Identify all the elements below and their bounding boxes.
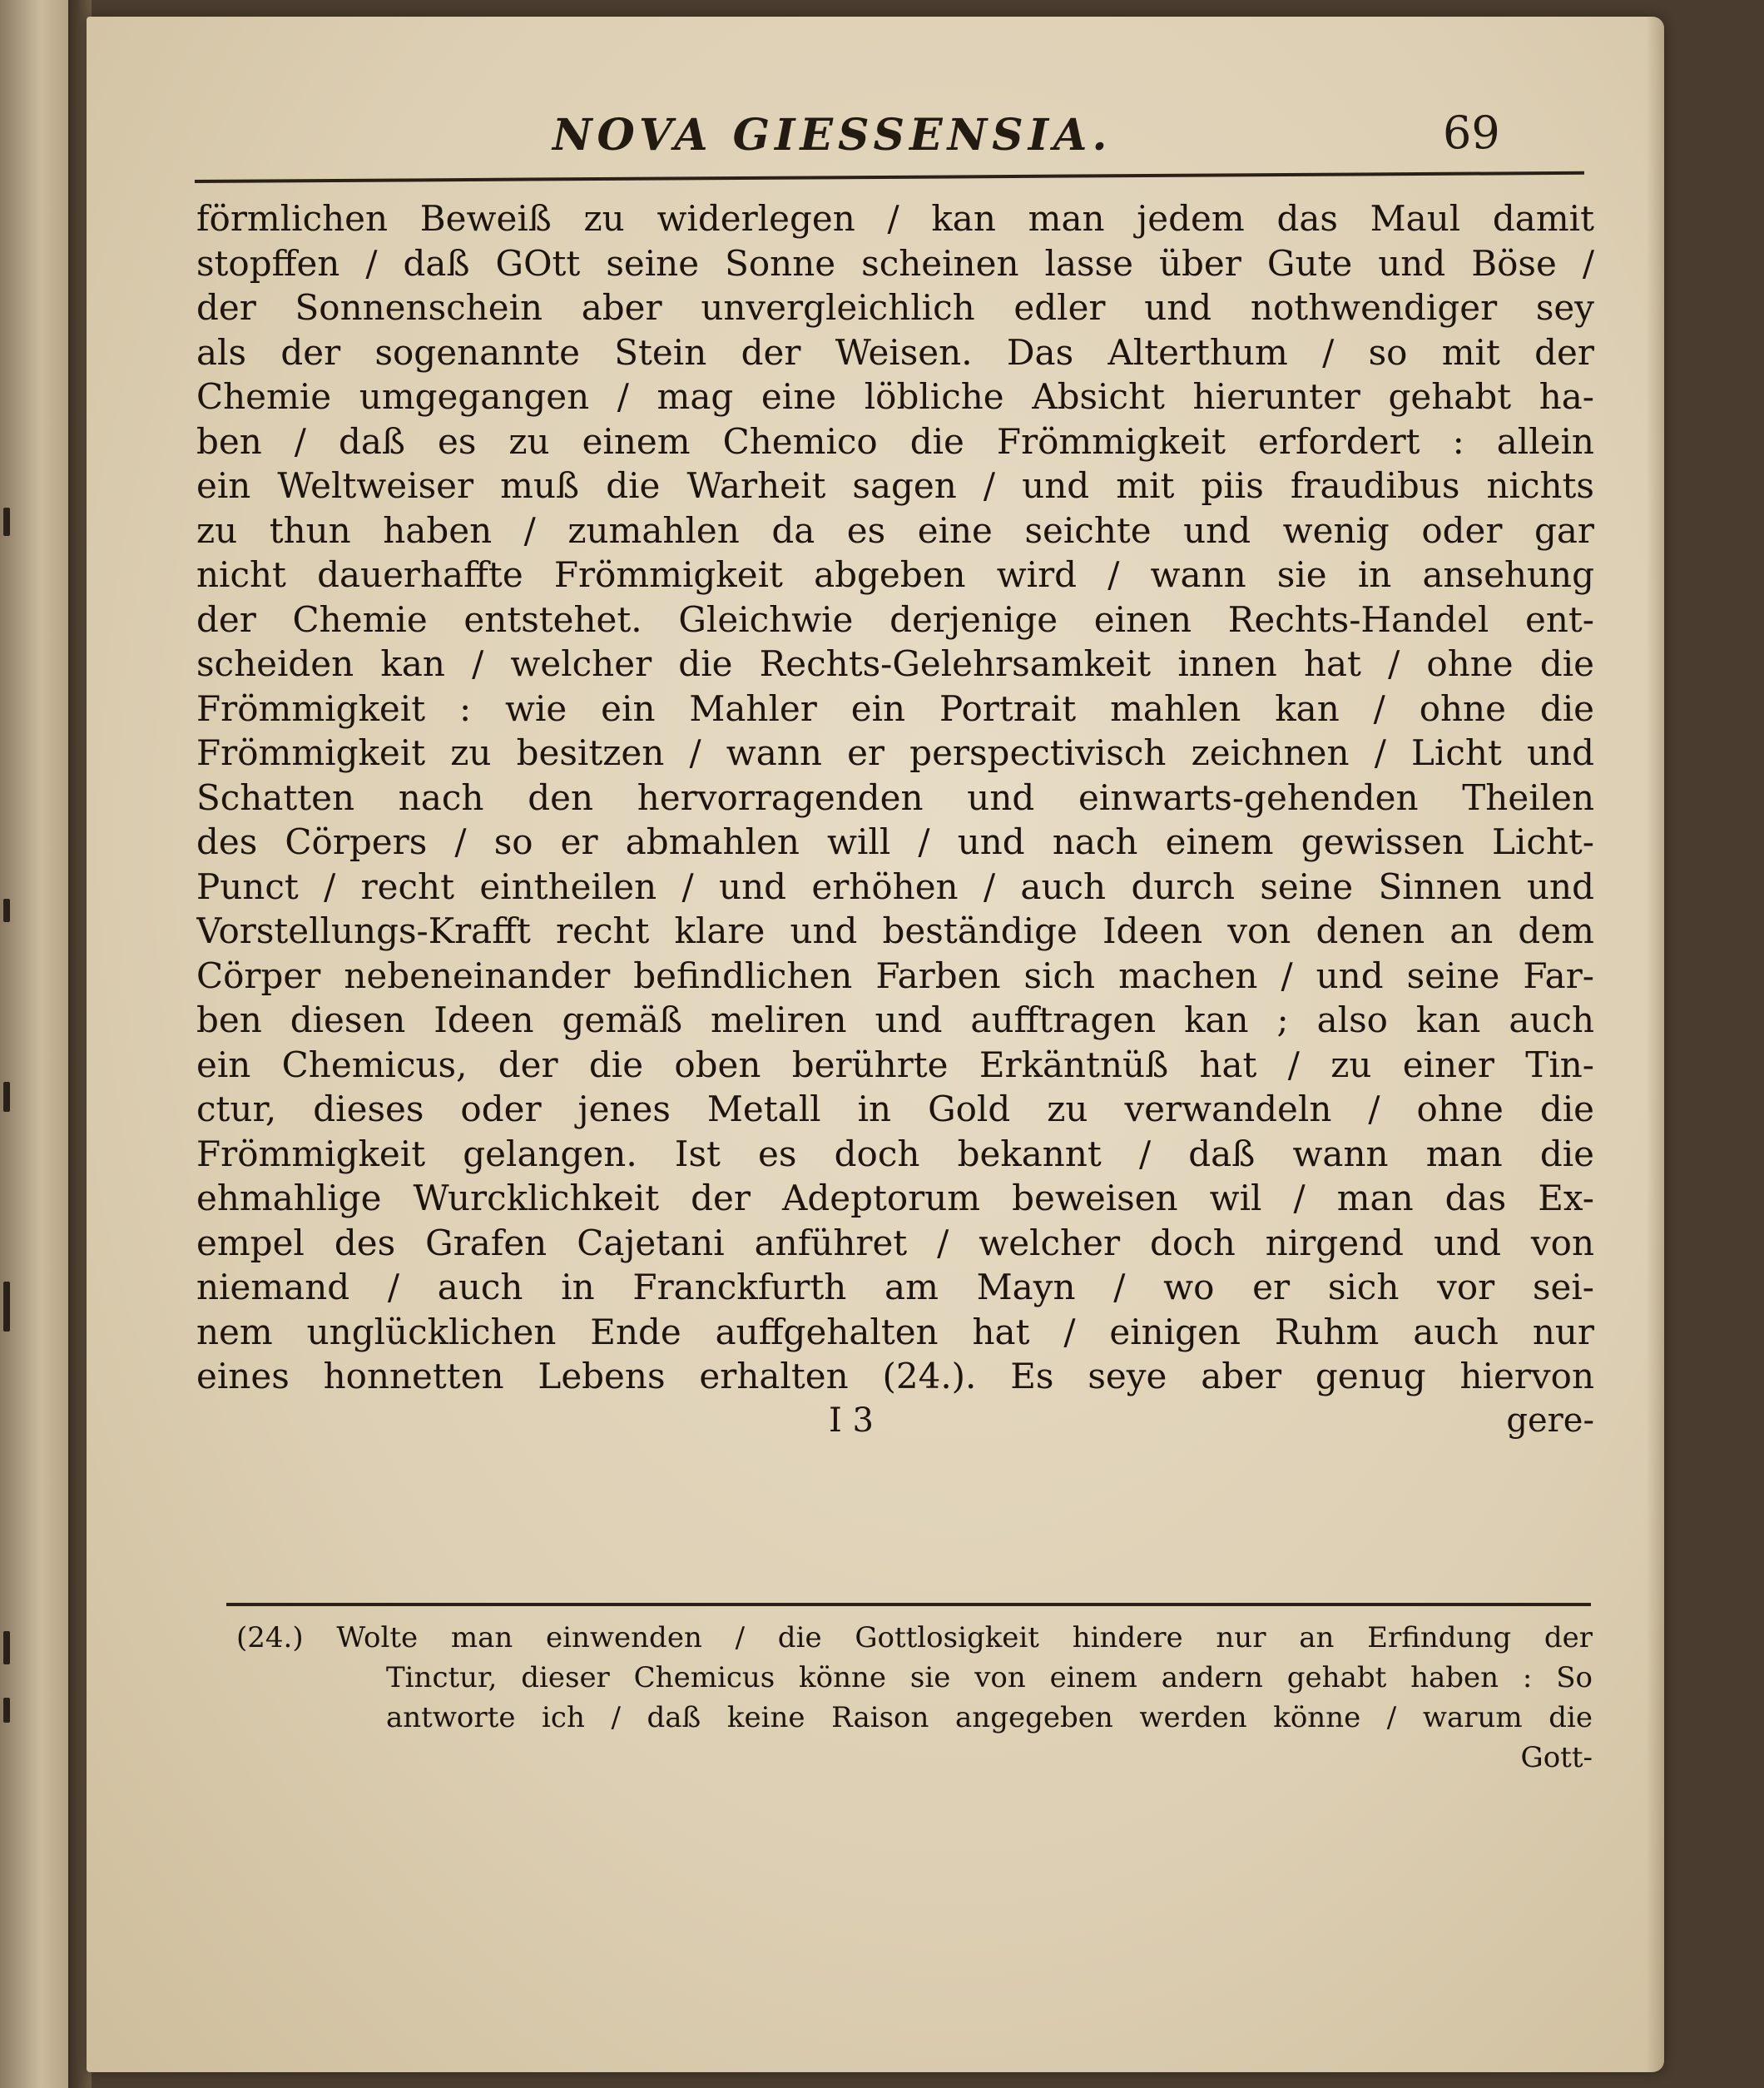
- text-line: scheiden kan / welcher die Rechts-Gelehrsamkeit innen hat / ohne die: [196, 643, 1594, 684]
- text-line: zu thun haben / zumahlen da es eine seichte und wenig oder gar: [196, 509, 1594, 551]
- text-line: ben diesen Ideen gemäß meliren und aufftragen kan ; also kan auch: [196, 999, 1594, 1040]
- text-line: der Chemie entstehet. Gleichwie derjenige einen Rechts-Handel ent-: [196, 598, 1594, 640]
- text-line: Frömmigkeit : wie ein Mahler ein Portrait mahlen kan / ohne die: [196, 687, 1594, 729]
- text-line: eines honnetten Lebens erhalten (24.). Es seye aber genug hiervon: [196, 1356, 1594, 1396]
- signature-mark: I 3: [829, 1401, 874, 1440]
- text-line: nicht dauerhaffte Frömmigkeit abgeben wird / wann sie in ansehung: [196, 554, 1594, 595]
- text-line: niemand / auch in Franckfurth am Mayn / wo er sich vor sei-: [196, 1267, 1594, 1307]
- body-text: [196, 196, 1594, 1442]
- text-line: Chemie umgegangen / mag eine löbliche Absicht hierunter gehabt ha-: [196, 376, 1594, 417]
- facing-page-ink-mark: [3, 508, 10, 536]
- page-edge-shadow: [1646, 17, 1664, 2072]
- facing-page-edge: [0, 0, 68, 2088]
- footnote-catchword: Gott-: [1520, 1741, 1593, 1774]
- text-line: stopffen / daß GOtt seine Sonne scheinen lasse über Gute und Böse /: [196, 242, 1594, 284]
- text-line: ctur, dieses oder jenes Metall in Gold zu verwandeln / ohne die: [196, 1089, 1594, 1129]
- text-line: ein Chemicus, der die oben berührte Erkäntnüß hat / zu einer Tin-: [196, 1044, 1594, 1085]
- facing-page-ink-mark: [3, 1698, 10, 1723]
- running-head: NOVA GIESSENSIA.: [552, 110, 1112, 161]
- text-line: förmlichen Beweiß zu widerlegen / kan man jedem das Maul damit: [196, 198, 1594, 239]
- text-line: Cörper nebeneinander befindlichen Farben sich machen / und seine Far-: [196, 955, 1594, 996]
- text-line: als der sogenannte Stein der Weisen. Das Alterthum / so mit der: [196, 331, 1594, 373]
- footnote-rule: [226, 1603, 1591, 1606]
- header-rule: [195, 171, 1584, 183]
- page-number: 69: [1443, 107, 1500, 159]
- text-line: Punct / recht eintheilen / und erhöhen / auch durch seine Sinnen und: [196, 865, 1594, 907]
- facing-page-ink-mark: [3, 1082, 10, 1112]
- footnote-line: antworte ich / daß keine Raison angegeben werden könne / warum die: [386, 1701, 1593, 1734]
- text-line: des Cörpers / so er abmahlen will / und nach einem gewissen Licht-: [196, 821, 1594, 862]
- facing-page-ink-mark: [3, 899, 10, 922]
- text-line: Vorstellungs-Krafft recht klare und beständige Ideen von denen an dem: [196, 910, 1594, 951]
- text-line: nem unglücklichen Ende auffgehalten hat / einigen Ruhm auch nur: [196, 1311, 1594, 1352]
- text-line: der Sonnenschein aber unvergleichlich edler und nothwendiger sey: [196, 287, 1594, 328]
- footnote-line: Tinctur, dieser Chemicus könne sie von einem andern gehabt haben : So: [386, 1661, 1593, 1694]
- catchword: gere-: [1506, 1401, 1594, 1440]
- text-line: Frömmigkeit zu besitzen / wann er perspectivisch zeichnen / Licht und: [196, 732, 1594, 773]
- facing-page-ink-mark: [3, 1631, 10, 1664]
- facing-page-ink-mark: [3, 1282, 10, 1332]
- book-page: [87, 17, 1664, 2072]
- text-line: ben / daß es zu einem Chemico die Frömmigkeit erfordert : allein: [196, 420, 1594, 462]
- text-line: empel des Grafen Cajetani anführet / welcher doch nirgend und von: [196, 1222, 1594, 1263]
- text-line: ein Weltweiser muß die Warheit sagen / und mit piis fraudibus nichts: [196, 465, 1594, 506]
- footnote-block: [236, 1618, 1593, 1778]
- text-line: Schatten nach den hervorragenden und einwarts-gehenden Theilen: [196, 776, 1594, 818]
- text-line: ehmahlige Wurcklichkeit der Adeptorum beweisen wil / man das Ex-: [196, 1178, 1594, 1218]
- footnote-line: (24.) Wolte man einwenden / die Gottlosigkeit hindere nur an Erfindung der: [236, 1621, 1593, 1654]
- text-line: Frömmigkeit gelangen. Ist es doch bekannt / daß wann man die: [196, 1133, 1594, 1174]
- signature-line: [196, 1399, 1594, 1442]
